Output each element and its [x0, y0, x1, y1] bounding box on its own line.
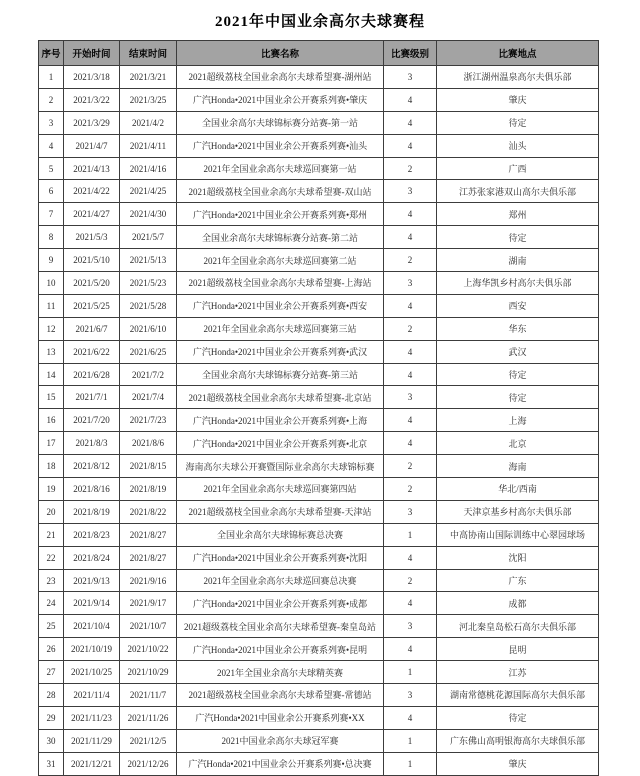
table-row [39, 523, 599, 546]
cell-event-name: 2021年全国业余高尔夫球巡回赛第四站 [177, 478, 384, 501]
table-row [39, 134, 599, 157]
cell-level: 2 [384, 249, 437, 272]
table-row [39, 455, 599, 478]
cell-venue: 浙江湖州温泉高尔夫俱乐部 [437, 66, 599, 89]
table-row [39, 111, 599, 134]
cell-event-name: 广汽Honda•2021中国业余公开赛系列赛•昆明 [177, 638, 384, 661]
cell-index: 15 [39, 386, 64, 409]
cell-venue: 昆明 [437, 638, 599, 661]
cell-end-date: 2021/8/19 [120, 478, 177, 501]
cell-venue: 华东 [437, 317, 599, 340]
table-row [39, 272, 599, 295]
cell-level: 4 [384, 409, 437, 432]
cell-index: 8 [39, 226, 64, 249]
cell-event-name: 广汽Honda•2021中国业余公开赛系列赛•郑州 [177, 203, 384, 226]
cell-start-date: 2021/12/21 [64, 752, 120, 775]
cell-start-date: 2021/8/24 [64, 546, 120, 569]
cell-start-date: 2021/10/25 [64, 661, 120, 684]
cell-end-date: 2021/8/22 [120, 500, 177, 523]
cell-venue: 上海华凯乡村高尔夫俱乐部 [437, 272, 599, 295]
cell-level: 4 [384, 88, 437, 111]
cell-index: 12 [39, 317, 64, 340]
table-row [39, 638, 599, 661]
cell-venue: 待定 [437, 111, 599, 134]
cell-end-date: 2021/4/16 [120, 157, 177, 180]
cell-venue: 广西 [437, 157, 599, 180]
table-header-row [39, 41, 599, 66]
cell-level: 2 [384, 317, 437, 340]
cell-end-date: 2021/6/25 [120, 340, 177, 363]
cell-index: 4 [39, 134, 64, 157]
cell-start-date: 2021/4/7 [64, 134, 120, 157]
cell-level: 3 [384, 180, 437, 203]
cell-level: 4 [384, 432, 437, 455]
cell-event-name: 广汽Honda•2021中国业余公开赛系列赛•肇庆 [177, 88, 384, 111]
cell-index: 1 [39, 66, 64, 89]
cell-index: 13 [39, 340, 64, 363]
cell-level: 4 [384, 226, 437, 249]
cell-start-date: 2021/8/16 [64, 478, 120, 501]
cell-end-date: 2021/8/27 [120, 523, 177, 546]
cell-end-date: 2021/7/23 [120, 409, 177, 432]
cell-end-date: 2021/7/4 [120, 386, 177, 409]
cell-level: 4 [384, 134, 437, 157]
cell-level: 3 [384, 386, 437, 409]
cell-event-name: 2021超级荔枝全国业余高尔夫球希望赛-北京站 [177, 386, 384, 409]
table-row [39, 249, 599, 272]
cell-start-date: 2021/5/3 [64, 226, 120, 249]
cell-index: 23 [39, 569, 64, 592]
cell-start-date: 2021/11/29 [64, 729, 120, 752]
cell-index: 16 [39, 409, 64, 432]
cell-index: 27 [39, 661, 64, 684]
cell-event-name: 2021超级荔枝全国业余高尔夫球希望赛-上海站 [177, 272, 384, 295]
cell-start-date: 2021/8/23 [64, 523, 120, 546]
cell-end-date: 2021/10/7 [120, 615, 177, 638]
table-row [39, 546, 599, 569]
table-row [39, 478, 599, 501]
table-row [39, 203, 599, 226]
cell-start-date: 2021/7/1 [64, 386, 120, 409]
cell-index: 14 [39, 363, 64, 386]
cell-level: 2 [384, 157, 437, 180]
cell-level: 3 [384, 500, 437, 523]
cell-venue: 沈阳 [437, 546, 599, 569]
table-row [39, 363, 599, 386]
cell-venue: 成都 [437, 592, 599, 615]
cell-venue: 汕头 [437, 134, 599, 157]
cell-venue: 郑州 [437, 203, 599, 226]
cell-level: 3 [384, 615, 437, 638]
column-header-venue: 比赛地点 [437, 41, 599, 66]
column-header-index: 序号 [39, 41, 64, 66]
cell-start-date: 2021/8/3 [64, 432, 120, 455]
column-header-end-date: 结束时间 [120, 41, 177, 66]
cell-event-name: 全国业余高尔夫球锦标赛总决赛 [177, 523, 384, 546]
cell-venue: 华北/西南 [437, 478, 599, 501]
cell-start-date: 2021/5/20 [64, 272, 120, 295]
cell-end-date: 2021/4/2 [120, 111, 177, 134]
cell-event-name: 2021年全国业余高尔夫球巡回赛总决赛 [177, 569, 384, 592]
cell-level: 4 [384, 363, 437, 386]
cell-event-name: 广汽Honda•2021中国业余公开赛系列赛•沈阳 [177, 546, 384, 569]
table-row [39, 752, 599, 775]
cell-level: 4 [384, 294, 437, 317]
cell-start-date: 2021/11/4 [64, 684, 120, 707]
cell-event-name: 2021超级荔枝全国业余高尔夫球希望赛-常德站 [177, 684, 384, 707]
cell-level: 4 [384, 638, 437, 661]
cell-event-name: 广汽Honda•2021中国业余公开赛系列赛•北京 [177, 432, 384, 455]
cell-venue: 海南 [437, 455, 599, 478]
cell-start-date: 2021/4/27 [64, 203, 120, 226]
cell-end-date: 2021/11/7 [120, 684, 177, 707]
cell-end-date: 2021/8/15 [120, 455, 177, 478]
cell-end-date: 2021/9/16 [120, 569, 177, 592]
table-row [39, 66, 599, 89]
cell-start-date: 2021/3/22 [64, 88, 120, 111]
column-header-level: 比赛级别 [384, 41, 437, 66]
cell-venue: 河北秦皇岛松石高尔夫俱乐部 [437, 615, 599, 638]
table-row [39, 729, 599, 752]
cell-end-date: 2021/12/26 [120, 752, 177, 775]
cell-end-date: 2021/5/7 [120, 226, 177, 249]
cell-start-date: 2021/5/25 [64, 294, 120, 317]
cell-venue: 上海 [437, 409, 599, 432]
cell-index: 30 [39, 729, 64, 752]
cell-start-date: 2021/3/29 [64, 111, 120, 134]
cell-level: 2 [384, 478, 437, 501]
cell-level: 3 [384, 66, 437, 89]
cell-level: 4 [384, 592, 437, 615]
cell-event-name: 广汽Honda•2021中国业余公开赛系列赛•上海 [177, 409, 384, 432]
cell-event-name: 2021年全国业余高尔夫球巡回赛第三站 [177, 317, 384, 340]
cell-level: 4 [384, 340, 437, 363]
cell-end-date: 2021/7/2 [120, 363, 177, 386]
cell-index: 22 [39, 546, 64, 569]
cell-level: 3 [384, 684, 437, 707]
cell-event-name: 2021超级荔枝全国业余高尔夫球希望赛-双山站 [177, 180, 384, 203]
cell-venue: 待定 [437, 386, 599, 409]
cell-index: 28 [39, 684, 64, 707]
cell-level: 1 [384, 752, 437, 775]
cell-start-date: 2021/6/28 [64, 363, 120, 386]
cell-venue: 待定 [437, 226, 599, 249]
cell-event-name: 广汽Honda•2021中国业余公开赛系列赛•西安 [177, 294, 384, 317]
table-row [39, 592, 599, 615]
table-row [39, 386, 599, 409]
cell-event-name: 2021年全国业余高尔夫球巡回赛第二站 [177, 249, 384, 272]
cell-level: 3 [384, 272, 437, 295]
cell-level: 4 [384, 203, 437, 226]
cell-index: 26 [39, 638, 64, 661]
cell-event-name: 海南高尔夫球公开赛暨国际业余高尔夫球锦标赛 [177, 455, 384, 478]
cell-index: 17 [39, 432, 64, 455]
cell-index: 10 [39, 272, 64, 295]
table-row [39, 157, 599, 180]
cell-event-name: 全国业余高尔夫球锦标赛分站赛-第一站 [177, 111, 384, 134]
golf-schedule-table [38, 40, 599, 776]
cell-venue: 肇庆 [437, 88, 599, 111]
cell-index: 9 [39, 249, 64, 272]
column-header-start-date: 开始时间 [64, 41, 120, 66]
cell-venue: 北京 [437, 432, 599, 455]
table-row [39, 88, 599, 111]
table-row [39, 409, 599, 432]
cell-index: 5 [39, 157, 64, 180]
table-row [39, 317, 599, 340]
cell-venue: 中高协南山国际训练中心翠园球场 [437, 523, 599, 546]
cell-event-name: 2021年全国业余高尔夫球巡回赛第一站 [177, 157, 384, 180]
cell-event-name: 2021超级荔枝全国业余高尔夫球希望赛-天津站 [177, 500, 384, 523]
cell-end-date: 2021/9/17 [120, 592, 177, 615]
cell-index: 24 [39, 592, 64, 615]
cell-venue: 湖南 [437, 249, 599, 272]
column-header-event-name: 比赛名称 [177, 41, 384, 66]
cell-end-date: 2021/4/11 [120, 134, 177, 157]
cell-event-name: 2021超级荔枝全国业余高尔夫球希望赛-湖州站 [177, 66, 384, 89]
cell-venue: 武汉 [437, 340, 599, 363]
cell-index: 21 [39, 523, 64, 546]
cell-index: 29 [39, 706, 64, 729]
cell-end-date: 2021/3/21 [120, 66, 177, 89]
cell-venue: 西安 [437, 294, 599, 317]
table-row [39, 180, 599, 203]
cell-start-date: 2021/7/20 [64, 409, 120, 432]
cell-end-date: 2021/3/25 [120, 88, 177, 111]
cell-end-date: 2021/10/22 [120, 638, 177, 661]
cell-start-date: 2021/9/13 [64, 569, 120, 592]
table-body [39, 66, 599, 776]
cell-end-date: 2021/12/5 [120, 729, 177, 752]
cell-venue: 湖南常德桃花源国际高尔夫俱乐部 [437, 684, 599, 707]
cell-event-name: 广汽Honda•2021中国业余公开赛系列赛•成都 [177, 592, 384, 615]
cell-start-date: 2021/8/12 [64, 455, 120, 478]
cell-start-date: 2021/8/19 [64, 500, 120, 523]
cell-start-date: 2021/3/18 [64, 66, 120, 89]
cell-venue: 江苏 [437, 661, 599, 684]
cell-start-date: 2021/10/4 [64, 615, 120, 638]
cell-index: 19 [39, 478, 64, 501]
cell-event-name: 广汽Honda•2021中国业余公开赛系列赛•XX [177, 706, 384, 729]
table-row [39, 432, 599, 455]
cell-event-name: 广汽Honda•2021中国业余公开赛系列赛•武汉 [177, 340, 384, 363]
cell-index: 7 [39, 203, 64, 226]
cell-end-date: 2021/8/27 [120, 546, 177, 569]
cell-level: 4 [384, 546, 437, 569]
cell-venue: 天津京基乡村高尔夫俱乐部 [437, 500, 599, 523]
cell-start-date: 2021/10/19 [64, 638, 120, 661]
cell-venue: 江苏张家港双山高尔夫俱乐部 [437, 180, 599, 203]
cell-start-date: 2021/6/22 [64, 340, 120, 363]
cell-end-date: 2021/5/28 [120, 294, 177, 317]
cell-start-date: 2021/11/23 [64, 706, 120, 729]
cell-index: 25 [39, 615, 64, 638]
cell-index: 11 [39, 294, 64, 317]
cell-end-date: 2021/8/6 [120, 432, 177, 455]
table-row [39, 340, 599, 363]
cell-start-date: 2021/5/10 [64, 249, 120, 272]
table-row [39, 500, 599, 523]
cell-level: 4 [384, 111, 437, 134]
cell-index: 18 [39, 455, 64, 478]
cell-level: 1 [384, 661, 437, 684]
cell-end-date: 2021/4/25 [120, 180, 177, 203]
cell-venue: 广东佛山高明银海高尔夫球俱乐部 [437, 729, 599, 752]
cell-index: 31 [39, 752, 64, 775]
cell-end-date: 2021/10/29 [120, 661, 177, 684]
cell-level: 2 [384, 569, 437, 592]
cell-index: 20 [39, 500, 64, 523]
cell-event-name: 全国业余高尔夫球锦标赛分站赛-第三站 [177, 363, 384, 386]
cell-end-date: 2021/6/10 [120, 317, 177, 340]
cell-index: 3 [39, 111, 64, 134]
cell-event-name: 广汽Honda•2021中国业余公开赛系列赛•汕头 [177, 134, 384, 157]
cell-start-date: 2021/4/13 [64, 157, 120, 180]
cell-event-name: 广汽Honda•2021中国业余公开赛系列赛•总决赛 [177, 752, 384, 775]
cell-venue: 广东 [437, 569, 599, 592]
cell-end-date: 2021/5/13 [120, 249, 177, 272]
cell-venue: 肇庆 [437, 752, 599, 775]
table-row [39, 294, 599, 317]
table-row [39, 226, 599, 249]
cell-event-name: 2021年全国业余高尔夫球精英赛 [177, 661, 384, 684]
cell-index: 2 [39, 88, 64, 111]
cell-level: 4 [384, 706, 437, 729]
cell-end-date: 2021/11/26 [120, 706, 177, 729]
page-title: 2021年中国业余高尔夫球赛程 [214, 14, 425, 30]
table-row [39, 615, 599, 638]
cell-end-date: 2021/5/23 [120, 272, 177, 295]
cell-event-name: 2021超级荔枝全国业余高尔夫球希望赛-秦皇岛站 [177, 615, 384, 638]
table-row [39, 684, 599, 707]
cell-start-date: 2021/9/14 [64, 592, 120, 615]
cell-level: 2 [384, 455, 437, 478]
cell-end-date: 2021/4/30 [120, 203, 177, 226]
cell-level: 1 [384, 523, 437, 546]
cell-index: 6 [39, 180, 64, 203]
cell-start-date: 2021/6/7 [64, 317, 120, 340]
table-row [39, 569, 599, 592]
cell-venue: 待定 [437, 706, 599, 729]
cell-start-date: 2021/4/22 [64, 180, 120, 203]
table-row [39, 661, 599, 684]
cell-level: 1 [384, 729, 437, 752]
table-row [39, 706, 599, 729]
cell-venue: 待定 [437, 363, 599, 386]
cell-event-name: 2021中国业余高尔夫球冠军赛 [177, 729, 384, 752]
cell-event-name: 全国业余高尔夫球锦标赛分站赛-第二站 [177, 226, 384, 249]
